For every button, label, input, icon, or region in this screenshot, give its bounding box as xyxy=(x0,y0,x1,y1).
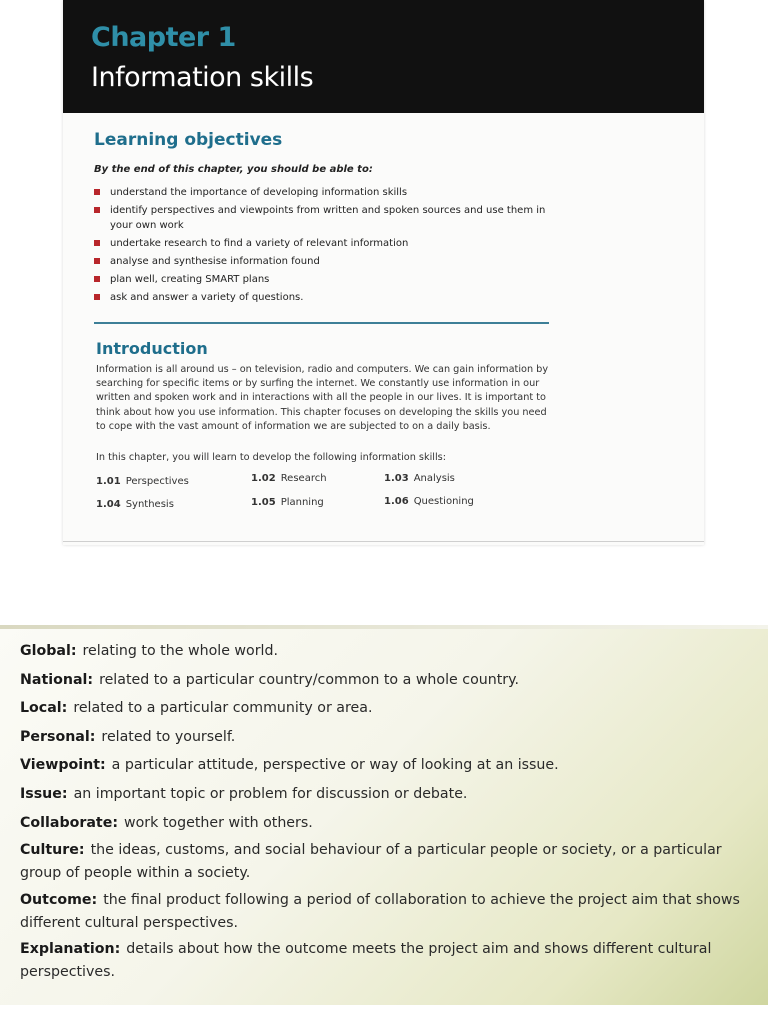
section-divider xyxy=(94,322,549,324)
objective-text: analyse and synthesise information found xyxy=(110,256,320,267)
glossary-entry xyxy=(20,782,760,807)
glossary-entry xyxy=(20,839,760,885)
learning-objectives-heading: Learning objectives xyxy=(94,130,283,150)
bullet-square-icon xyxy=(94,207,100,213)
skill-name: Questioning xyxy=(413,496,474,507)
chapter-number: Chapter 1 xyxy=(91,22,236,53)
glossary-definition: details about how the outcome meets the project aim and shows different cultural perspectives. xyxy=(20,941,712,981)
bullet-square-icon xyxy=(94,240,100,246)
skill-name: Research xyxy=(280,473,327,484)
objective-text: understand the importance of developing information skills xyxy=(110,187,408,198)
glossary-definition: work together with others. xyxy=(124,814,313,831)
skill-number: 1.05 xyxy=(251,497,276,508)
skill-item xyxy=(96,499,174,510)
skills-grid xyxy=(96,473,556,518)
glossary-definition: a particular attitude, perspective or way of looking at an issue. xyxy=(111,757,559,774)
glossary-term: National: xyxy=(20,671,94,688)
glossary-definition: the ideas, customs, and social behaviour of a particular people or society, or a particular group of people within a society. xyxy=(20,842,722,882)
skill-name: Perspectives xyxy=(125,476,189,487)
skills-list-lead: In this chapter, you will learn to develop the following information skills: xyxy=(96,452,446,463)
glossary-term: Collaborate: xyxy=(20,814,119,831)
glossary-entry xyxy=(20,753,760,778)
skill-item xyxy=(96,476,189,487)
glossary-term: Personal: xyxy=(20,728,96,745)
glossary-entry xyxy=(20,639,760,664)
introduction-heading: Introduction xyxy=(96,339,208,358)
skill-name: Analysis xyxy=(413,473,455,484)
glossary-entry xyxy=(20,668,760,693)
objective-text: plan well, creating SMART plans xyxy=(110,274,270,285)
bullet-square-icon xyxy=(94,276,100,282)
glossary-entry xyxy=(20,938,760,984)
objective-item xyxy=(94,254,564,269)
glossary-list xyxy=(20,639,760,988)
glossary-definition: related to a particular community or area. xyxy=(73,700,373,717)
skill-item xyxy=(251,497,324,508)
skill-item xyxy=(251,473,327,484)
glossary-term: Local: xyxy=(20,700,68,717)
glossary-entry xyxy=(20,725,760,750)
chapter-title: Information skills xyxy=(91,62,314,93)
skill-name: Synthesis xyxy=(125,499,174,510)
skill-number: 1.02 xyxy=(251,473,276,484)
objective-item xyxy=(94,290,564,305)
glossary-term: Culture: xyxy=(20,842,85,859)
glossary-term: Global: xyxy=(20,643,77,659)
glossary-page xyxy=(0,625,768,1005)
learning-objectives-list xyxy=(94,185,564,308)
glossary-term: Outcome: xyxy=(20,891,98,908)
chapter-banner xyxy=(63,0,704,113)
objective-text: identify perspectives and viewpoints from written and spoken sources and use them in your own work xyxy=(110,205,546,231)
bullet-square-icon xyxy=(94,294,100,300)
objective-item xyxy=(94,272,564,287)
objective-item xyxy=(94,236,564,251)
glossary-term: Issue: xyxy=(20,785,68,802)
glossary-definition: related to a particular country/common to a whole country. xyxy=(99,671,520,688)
page-edge xyxy=(0,625,768,629)
learning-objectives-intro: By the end of this chapter, you should be able to: xyxy=(94,164,373,175)
textbook-page-top xyxy=(63,0,704,545)
objective-item xyxy=(94,185,564,200)
page-bottom-rule xyxy=(63,541,704,542)
glossary-term: Viewpoint: xyxy=(20,757,106,774)
glossary-entry xyxy=(20,696,760,721)
skill-number: 1.04 xyxy=(96,499,121,510)
skill-number: 1.01 xyxy=(96,476,121,487)
glossary-entry xyxy=(20,889,760,935)
objective-text: ask and answer a variety of questions. xyxy=(110,292,304,303)
objective-text: undertake research to find a variety of relevant information xyxy=(110,238,409,249)
glossary-entry xyxy=(20,811,760,836)
glossary-definition: relating to the whole world. xyxy=(82,643,279,659)
bullet-square-icon xyxy=(94,258,100,264)
skill-number: 1.06 xyxy=(384,496,409,507)
skill-name: Planning xyxy=(280,497,324,508)
introduction-paragraph: Information is all around us – on television, radio and computers. We can gain information by searching for specific items or by surfing the internet. We constantly use information in our written and spoken work and in interactions with all the people in our lives. It is important to think about how you use information. This chapter focuses on developing the skills you need to cope with the vast amount of information we are subjected to on a daily basis. xyxy=(96,364,549,432)
skill-item xyxy=(384,473,455,484)
objective-item xyxy=(94,203,564,233)
glossary-term: Explanation: xyxy=(20,941,121,958)
bullet-square-icon xyxy=(94,189,100,195)
skill-number: 1.03 xyxy=(384,473,409,484)
glossary-definition: related to yourself. xyxy=(101,728,236,745)
skill-item xyxy=(384,496,474,507)
glossary-definition: an important topic or problem for discussion or debate. xyxy=(73,785,468,802)
glossary-definition: the final product following a period of collaboration to achieve the project aim that shows different cultural perspectives. xyxy=(20,891,740,931)
